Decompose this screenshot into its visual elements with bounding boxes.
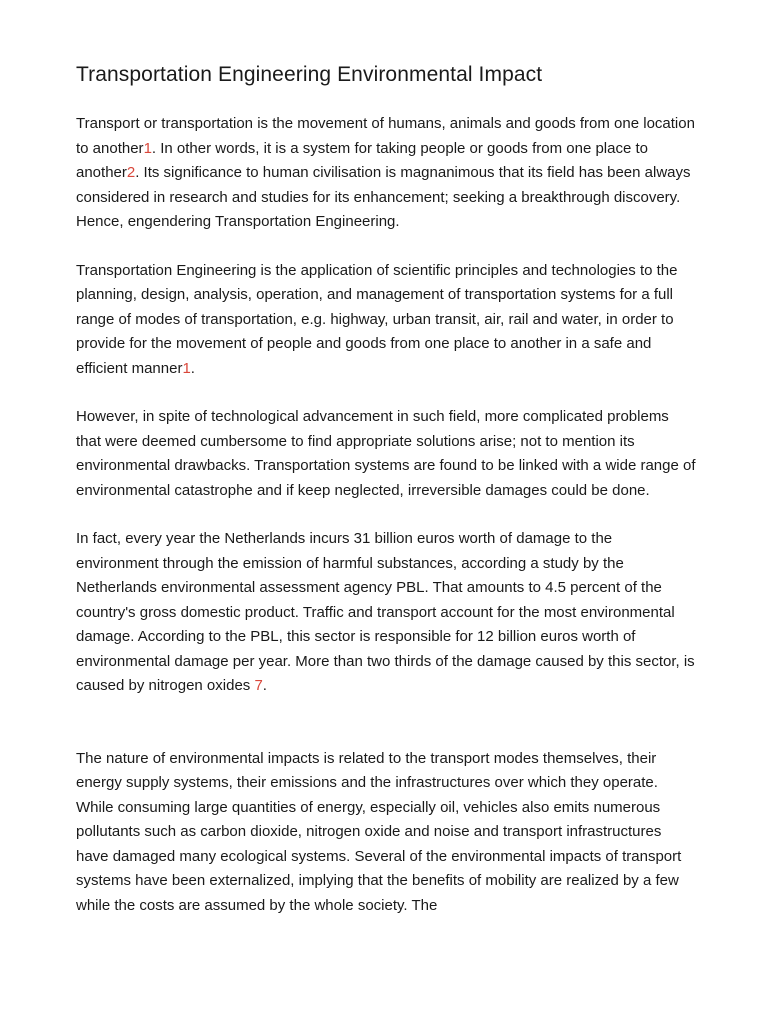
paragraph-text: . In other words, it is a system for taking people or goods from one place to another <box>76 139 648 181</box>
reference-link[interactable]: 7 <box>254 677 263 694</box>
document-body <box>76 60 696 942</box>
paragraph-text: . Its significance to human civilisation is magnanimous that its field has been always considered in research and studies for its enhancement; seeking a breakthrough discovery. Hence, engendering Transportation Engineering. <box>76 164 691 230</box>
reference-link[interactable]: 1 <box>143 139 152 157</box>
reference-link[interactable]: 1 <box>182 359 191 377</box>
paragraph-netherlands <box>76 527 696 699</box>
paragraph-drawbacks: However, in spite of technological advancement in such field, more complicated problems that were deemed cumbersome to find appropriate solutions arise; not to mention its environmental drawbacks. Transportation systems are found to be linked with a wide range of environmental catastrophe and if keep neglected, irreversible damages could be done. <box>76 408 696 499</box>
paragraph-text: Transportation Engineering is the application of scientific principles and technologies to the planning, design, analysis, operation, and management of transportation systems for a full range of modes of transportation, e.g. highway, urban transit, air, rail and water, in order to provide for the movement of people and goods from one place to another in a safe and efficient manner <box>76 261 678 377</box>
paragraph-text: In fact, every year the Netherlands incurs 31 billion euros worth of damage to the environment through the emission of harmful substances, according a study by the Netherlands environmental assessment agency PBL. That amounts to 4.5 percent of the country's gross domestic product. Traffic and transport account for the most environmental damage. According to the PBL, this sector is responsible for 12 billion euros worth of environmental damage per year. More than two thirds of the damage caused by this sector, is caused by nitrogen oxides <box>76 530 695 694</box>
reference-link[interactable]: 2 <box>126 164 136 181</box>
paragraph-text: . <box>190 359 195 377</box>
paragraph-nature: The nature of environmental impacts is related to the transport modes themselves, their energy supply systems, their emissions and the infrastructures over which they operate. While consuming large quantities of energy, especially oil, vehicles also emits numerous pollutants such as carbon dioxide, nitrogen oxide and noise and transport infrastructures have damaged many ecological systems. Several of the environmental impacts of transport systems have been externalized, implying that the benefits of mobility are realized by a few while the costs are assumed by the whole society. The <box>76 749 682 914</box>
paragraph-text: . <box>262 677 267 694</box>
paragraph-definition <box>76 259 696 382</box>
page-title: Transportation Engineering Environmental Impact <box>76 63 543 86</box>
paragraph-text: Transport or transportation is the movement of humans, animals and goods from one location to another <box>76 115 695 157</box>
paragraph-intro <box>76 112 696 235</box>
